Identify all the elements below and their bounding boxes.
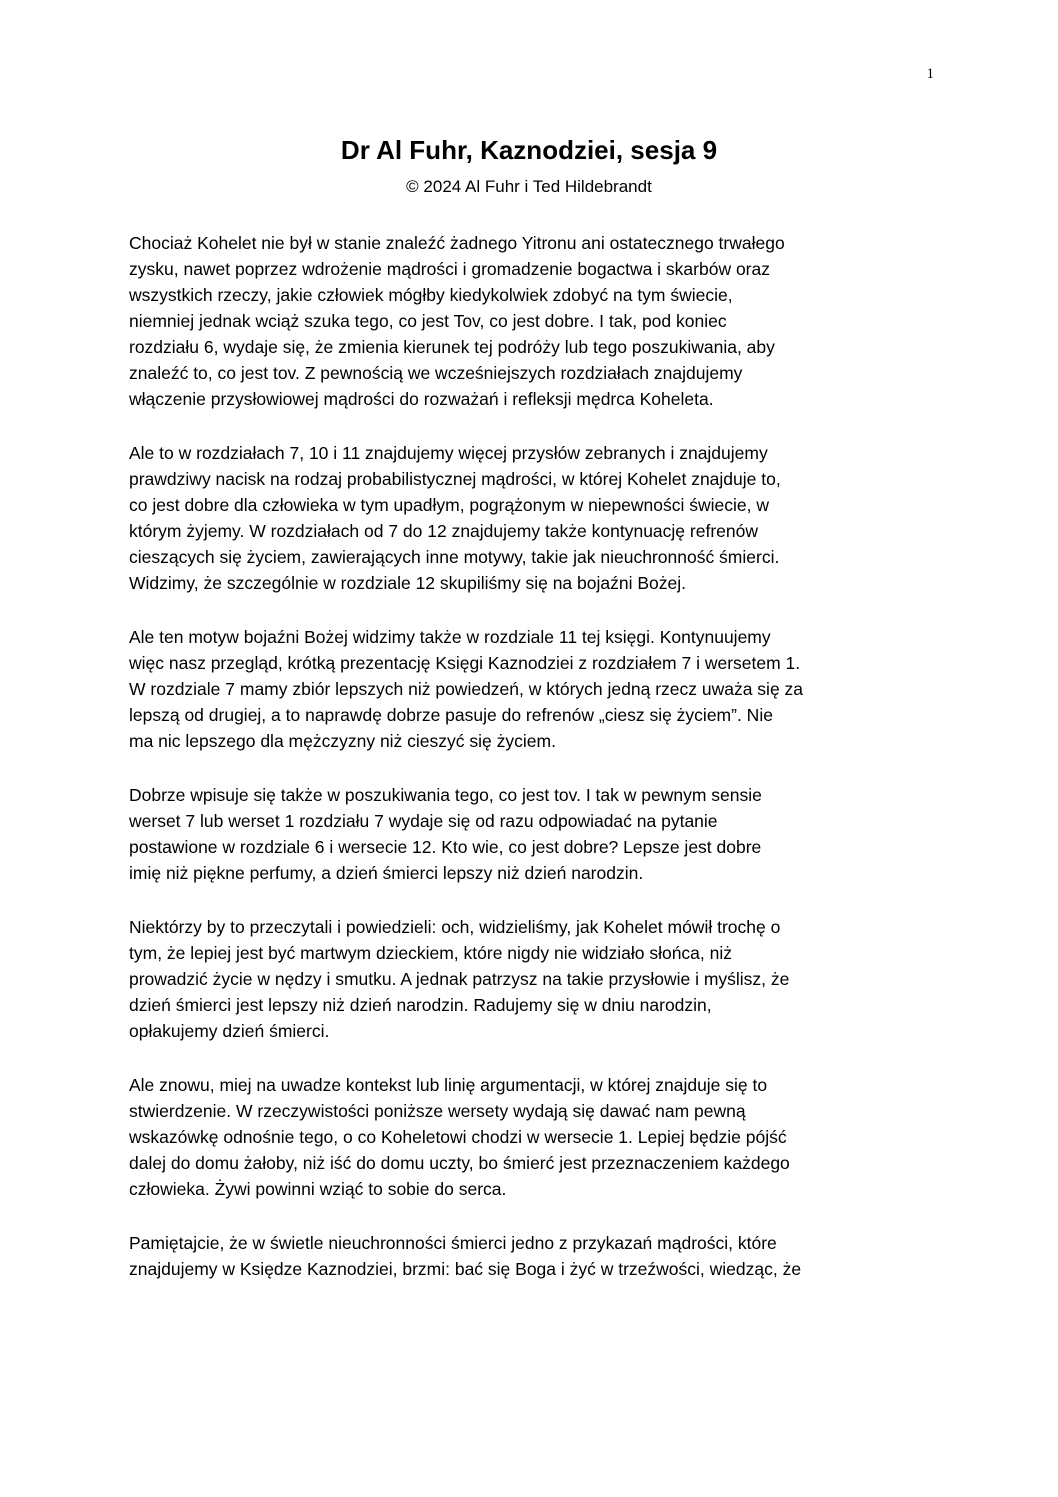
text-line: dalej do domu żałoby, niż iść do domu uczty, bo śmierć jest przeznaczeniem każdego [129, 1153, 790, 1173]
text-line: Ale znowu, miej na uwadze kontekst lub linię argumentacji, w której znajduje się to [129, 1075, 768, 1095]
paragraph-5 [129, 914, 939, 1044]
text-line: prawdziwy nacisk na rodzaj probabilistycznej mądrości, w której Kohelet znajduje to, [129, 469, 781, 489]
text-line: imię niż piękne perfumy, a dzień śmierci lepszy niż dzień narodzin. [129, 863, 644, 883]
text-line: niemniej jednak wciąż szuka tego, co jest Tov, co jest dobre. I tak, pod koniec [129, 311, 727, 331]
text-line: Pamiętajcie, że w świetle nieuchronności śmierci jedno z przykazań mądrości, które [129, 1233, 777, 1253]
document-body [129, 230, 939, 1310]
text-line: postawione w rozdziale 6 i wersecie 12. Kto wie, co jest dobre? Lepsze jest dobre [129, 837, 762, 857]
text-line: werset 7 lub werset 1 rozdziału 7 wydaje się od razu odpowiadać na pytanie [129, 811, 718, 831]
text-line: Dobrze wpisuje się także w poszukiwania tego, co jest tov. I tak w pewnym sensie [129, 785, 762, 805]
text-line: zysku, nawet poprzez wdrożenie mądrości i gromadzenie bogactwa i skarbów oraz [129, 259, 770, 279]
text-line: W rozdziale 7 mamy zbiór lepszych niż powiedzeń, w których jedną rzecz uważa się za [129, 679, 804, 699]
text-line: Ale ten motyw bojaźni Bożej widzimy także w rozdziale 11 tej księgi. Kontynuujemy [129, 627, 771, 647]
paragraph-2 [129, 440, 939, 596]
text-line: więc nasz przegląd, krótką prezentację Księgi Kaznodziei z rozdziałem 7 i wersetem 1. [129, 653, 801, 673]
text-line: prowadzić życie w nędzy i smutku. A jednak patrzysz na takie przysłowie i myślisz, że [129, 969, 790, 989]
text-line: Niektórzy by to przeczytali i powiedzieli: och, widzieliśmy, jak Kohelet mówił trochę o [129, 917, 781, 937]
text-line: wszystkich rzeczy, jakie człowiek mógłby kiedykolwiek zdobyć na tym świecie, [129, 285, 733, 305]
text-line: którym żyjemy. W rozdziałach od 7 do 12 znajdujemy także kontynuację refrenów [129, 521, 758, 541]
paragraph-4 [129, 782, 939, 886]
text-line: co jest dobre dla człowieka w tym upadłym, pogrążonym w niepewności świecie, w [129, 495, 769, 515]
text-line: Widzimy, że szczególnie w rozdziale 12 skupiliśmy się na bojaźni Bożej. [129, 573, 686, 593]
text-line: ma nic lepszego dla mężczyzny niż cieszyć się życiem. [129, 731, 556, 751]
text-line: rozdziału 6, wydaje się, że zmienia kierunek tej podróży lub tego poszukiwania, aby [129, 337, 775, 357]
text-line: znaleźć to, co jest tov. Z pewnością we wcześniejszych rozdziałach znajdujemy [129, 363, 743, 383]
text-line: Ale to w rozdziałach 7, 10 i 11 znajdujemy więcej przysłów zebranych i znajdujemy [129, 443, 768, 463]
text-line: opłakujemy dzień śmierci. [129, 1021, 330, 1041]
text-line: wskazówkę odnośnie tego, o co Koheletowi chodzi w wersecie 1. Lepiej będzie pójść [129, 1127, 787, 1147]
text-line: włączenie przysłowiowej mądrości do rozważań i refleksji mędrca Koheleta. [129, 389, 714, 409]
copyright-line: © 2024 Al Fuhr i Ted Hildebrandt [406, 177, 652, 196]
paragraph-1 [129, 230, 939, 412]
document-title: Dr Al Fuhr, Kaznodziei, sesja 9 [340, 135, 718, 165]
text-line: dzień śmierci jest lepszy niż dzień narodzin. Radujemy się w dniu narodzin, [129, 995, 712, 1015]
paragraph-7 [129, 1230, 939, 1282]
paragraph-6 [129, 1072, 939, 1202]
text-line: Chociaż Kohelet nie był w stanie znaleźć żadnego Yitronu ani ostatecznego trwałego [129, 233, 785, 253]
text-line: człowieka. Żywi powinni wziąć to sobie do serca. [129, 1179, 507, 1199]
paragraph-3 [129, 624, 939, 754]
text-line: lepszą od drugiej, a to naprawdę dobrze pasuje do refrenów „ciesz się życiem”. Nie [129, 705, 773, 725]
text-line: tym, że lepiej jest być martwym dzieckiem, które nigdy nie widziało słońca, niż [129, 943, 732, 963]
text-line: cieszących się życiem, zawierających inne motywy, takie jak nieuchronność śmierci. [129, 547, 780, 567]
text-line: znajdujemy w Księdze Kaznodziei, brzmi: bać się Boga i żyć w trzeźwości, wiedząc, że [129, 1259, 802, 1279]
page-number: 1 [926, 66, 934, 82]
text-line: stwierdzenie. W rzeczywistości poniższe wersety wydają się dawać nam pewną [129, 1101, 746, 1121]
